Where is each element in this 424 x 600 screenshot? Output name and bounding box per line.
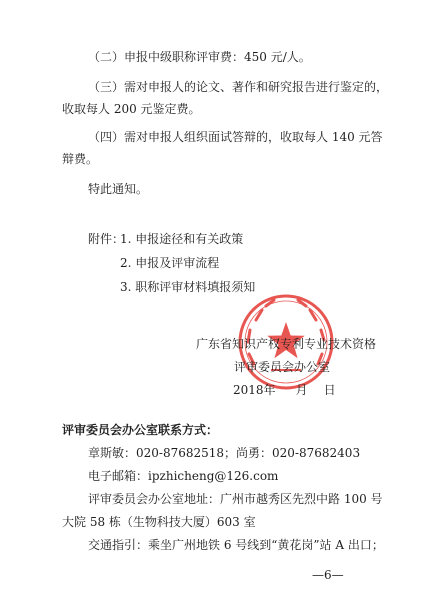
contact-address-line-1: 评审委员会办公室地址：广州市越秀区先烈中路 100 号 bbox=[88, 492, 383, 506]
page-number: —6— bbox=[312, 568, 344, 582]
attachment-item-1: 1. 申报途径和有关政策 bbox=[120, 232, 244, 246]
attachment-item-3: 3. 职称评审材料填报须知 bbox=[120, 280, 256, 294]
contact-heading: 评审委员会办公室联系方式： bbox=[62, 423, 219, 437]
fee-item-3-line-1: （三）需对申报人的论文、著作和研究报告进行鉴定的， bbox=[88, 80, 389, 94]
signature-org-line-1: 广东省知识产权专利专业技术资格 bbox=[196, 337, 377, 351]
attachments-label: 附件： bbox=[88, 232, 125, 246]
email-address: ipzhicheng@126.com bbox=[148, 469, 279, 483]
fee-item-4-line-1: （四）需对申报人组织面试答辩的，收取每人 140 元答 bbox=[88, 130, 383, 144]
fee-item-3-line-2: 收取每人 200 元鉴定费。 bbox=[62, 102, 201, 116]
fee-item-4-line-2: 辩费。 bbox=[62, 152, 99, 166]
signature-org-line-2: 评审委员会办公室 bbox=[234, 360, 331, 374]
email-label: 电子邮箱： bbox=[88, 469, 149, 483]
fee-item-2: （二）申报中级职称评审费：450 元/人。 bbox=[88, 50, 311, 64]
attachment-item-2: 2. 申报及评审流程 bbox=[120, 256, 220, 270]
contact-traffic: 交通指引：乘坐广州地铁 6 号线到“黄花岗”站 A 出口； bbox=[88, 538, 384, 552]
contact-phones: 章斯敏：020-87682518；尚勇：020-87682403 bbox=[88, 446, 361, 460]
date-day-unit: 日 bbox=[323, 383, 336, 397]
closing-text: 特此通知。 bbox=[88, 182, 149, 196]
date-month-unit: 月 bbox=[295, 383, 308, 397]
date-year-unit: 年 bbox=[263, 383, 276, 397]
contact-email-row bbox=[88, 469, 278, 483]
contact-address-line-2: 大院 58 栋（生物科技大厦）603 室 bbox=[62, 515, 256, 529]
signature-date bbox=[233, 383, 336, 397]
date-year: 2018 bbox=[233, 383, 264, 397]
